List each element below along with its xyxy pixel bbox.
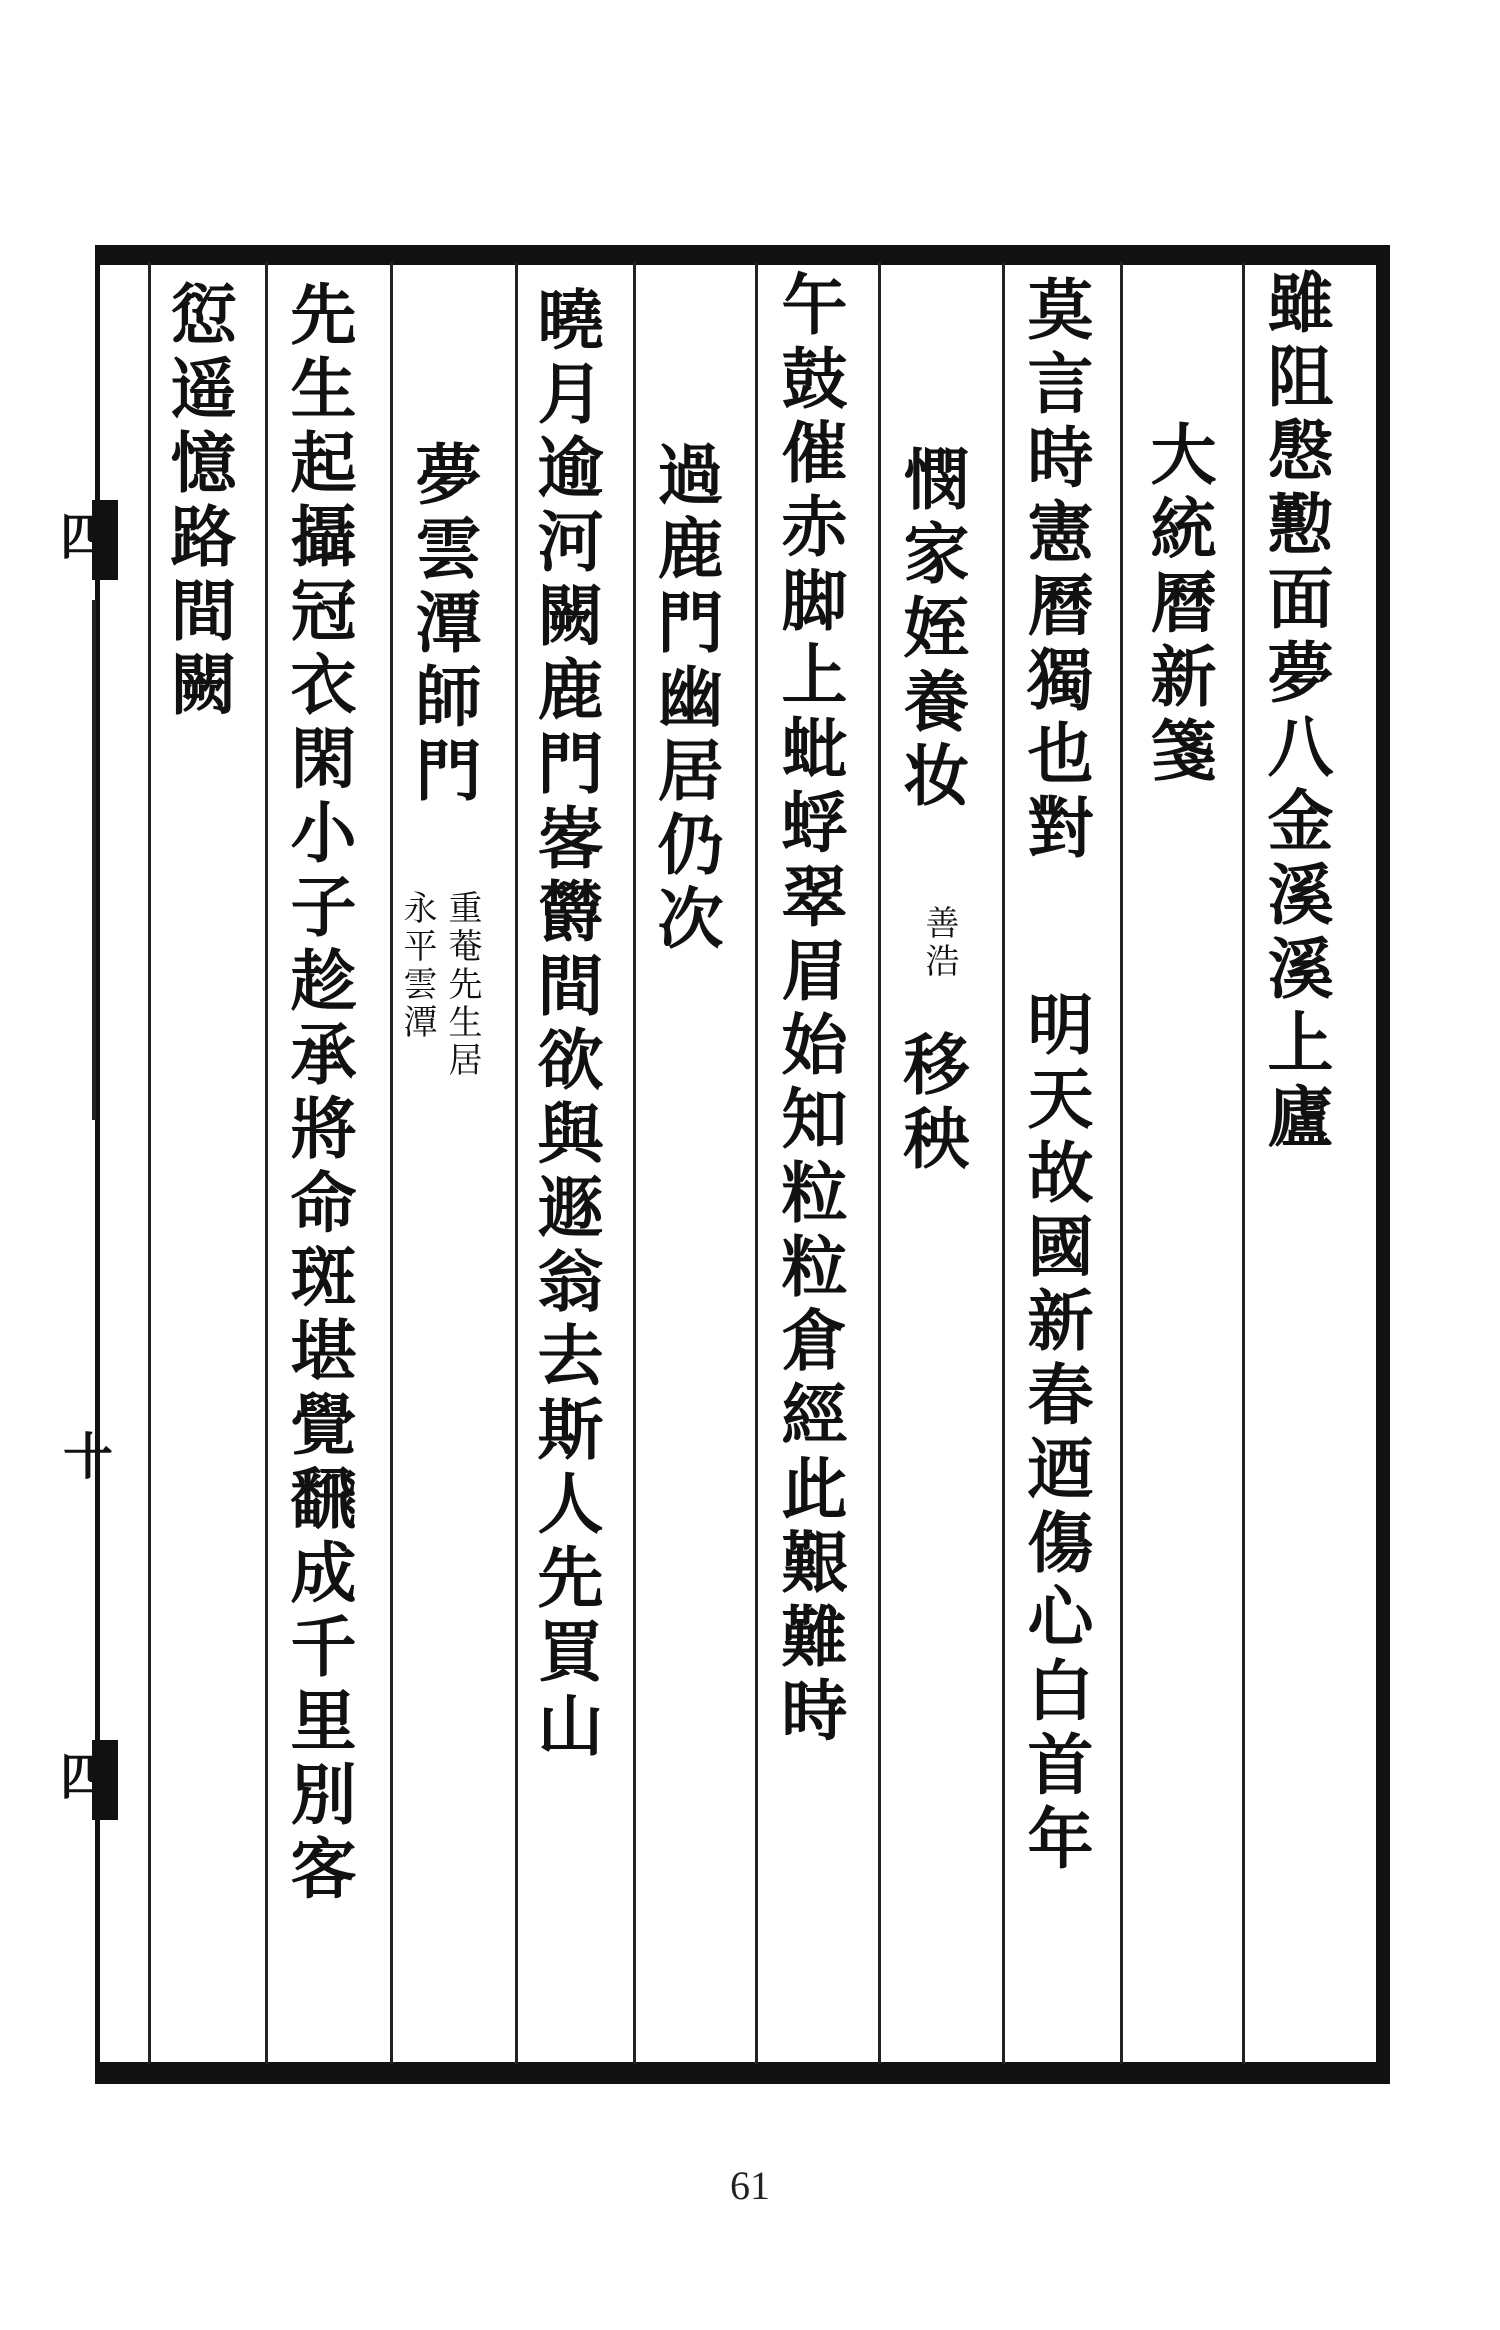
margin-hatch — [92, 600, 118, 1120]
frame-right-rule — [1376, 245, 1390, 2084]
text-column-10: 愆遥憶路間闕 — [159, 280, 237, 724]
text-column-6: 過鹿門幽居仍次 — [646, 440, 724, 958]
text-column-8-note-2: 永平雲潭 — [397, 890, 437, 1042]
column-divider — [1002, 262, 1005, 2064]
text-column-5: 午鼓催赤脚上蚍蜉翠眉始知粒粒倉經此艱難時 — [770, 270, 848, 1750]
column-divider — [1120, 262, 1123, 2064]
margin-label-bottom: 四 — [52, 1750, 111, 1800]
text-column-4-note: 善浩 — [919, 905, 959, 981]
text-column-4b: 移秧 — [892, 1030, 970, 1178]
text-column-1: 雖阻慇懃面夢八金溪溪上廬 — [1256, 268, 1334, 1156]
frame-top-rule — [95, 245, 1390, 265]
column-divider — [878, 262, 881, 2064]
column-divider — [515, 262, 518, 2064]
frame-bottom-rule — [95, 2062, 1390, 2084]
column-divider — [390, 262, 393, 2064]
column-divider — [148, 262, 151, 2064]
margin-label-mid: 十 — [55, 1430, 114, 1480]
text-column-9: 先生起攝冠衣閑小子趁承將命斑堪覺飜成千里別客 — [279, 280, 357, 1908]
column-divider — [755, 262, 758, 2064]
margin-label-top: 四 — [52, 510, 111, 560]
text-column-8: 夢雲潭師門 — [404, 440, 482, 810]
page-number: 61 — [730, 2163, 770, 2208]
text-column-3b: 明天故國新春迺傷心白首年 — [1016, 990, 1094, 1878]
column-divider — [633, 262, 636, 2064]
text-column-4a: 憫家姪養妆 — [892, 445, 970, 815]
text-column-2: 大統曆新箋 — [1139, 420, 1217, 790]
text-column-3a: 莫言時憲曆獨也對 — [1016, 275, 1094, 867]
text-column-7: 曉月逾河闕鹿門㟯欝間欲與遯翁去斯人先買山 — [526, 285, 604, 1765]
column-divider — [1242, 262, 1245, 2064]
column-divider — [265, 262, 268, 2064]
text-column-8-note-1: 重菴先生居 — [442, 890, 482, 1080]
